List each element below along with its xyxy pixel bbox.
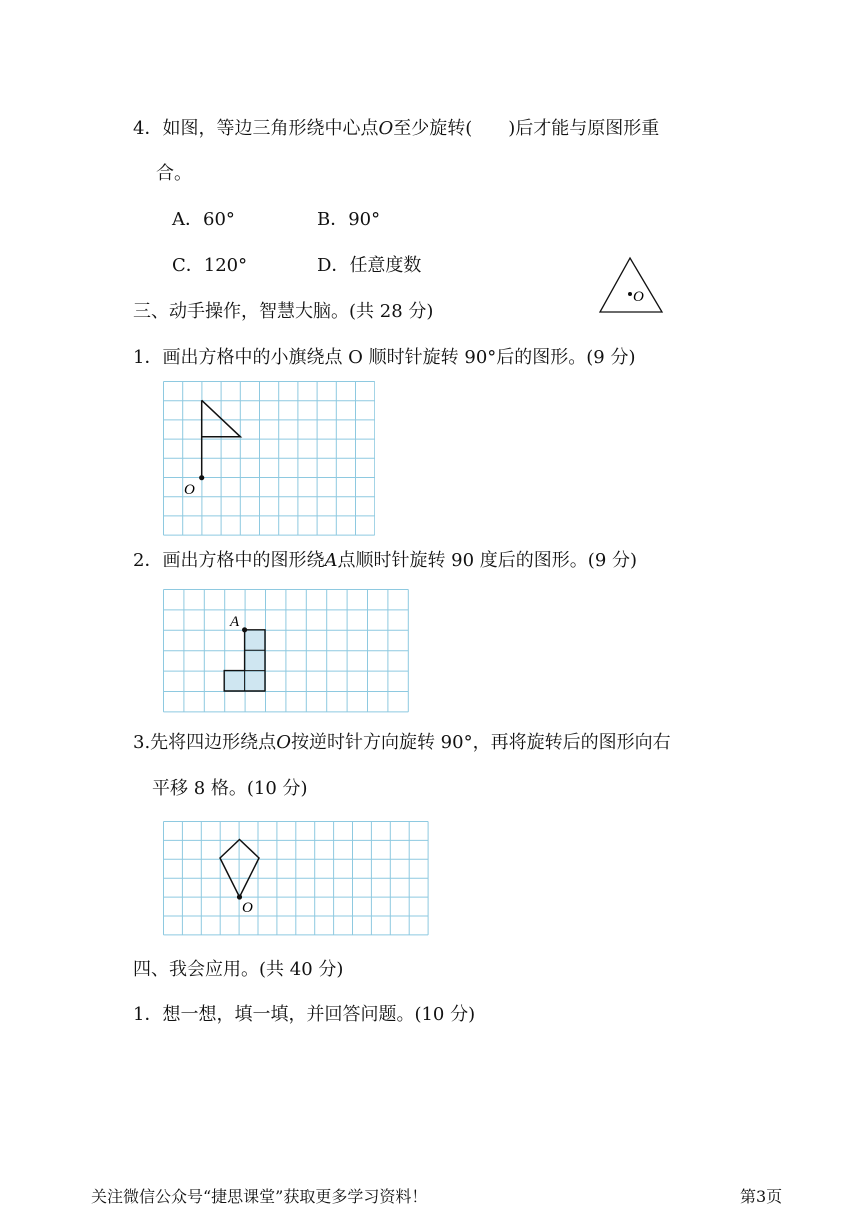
center-label: O — [633, 289, 644, 305]
shaded-cell — [245, 671, 265, 691]
shaded-cell — [245, 651, 265, 671]
option-text: 60° — [203, 209, 235, 230]
s3-problem3-line1 — [133, 732, 671, 754]
q4-option-b[interactable] — [317, 209, 380, 231]
page-number: 第3页 — [740, 1187, 783, 1206]
p3-prefix: 3.先将四边形绕点 — [133, 732, 277, 753]
rotation-center-point — [199, 475, 204, 480]
grid-lines — [164, 382, 375, 536]
shaded-cell — [245, 630, 265, 650]
triangle-outline — [600, 258, 662, 312]
point-o-label: O — [184, 482, 195, 498]
q4-line2: 合。 — [156, 163, 192, 184]
option-letter: D． — [317, 255, 350, 276]
flag-grid[interactable] — [163, 381, 375, 537]
q4-option-c[interactable] — [172, 255, 247, 277]
s3-problem3-line2: 平移 8 格。(10 分) — [152, 778, 308, 799]
equilateral-triangle-figure — [598, 256, 664, 314]
option-text: 90° — [348, 209, 381, 230]
rotation-center-point — [237, 894, 242, 899]
option-text: 任意度数 — [349, 255, 422, 276]
point-o-label: O — [242, 900, 253, 916]
q4-text-before: 如图，等边三角形绕中心点 — [162, 118, 379, 139]
p2-suffix: 点顺时针旋转 90 度后的图形。(9 分) — [337, 550, 638, 571]
q4-text-after: 至少旋转( )后才能与原图形重 — [393, 118, 660, 139]
p2-point: A — [324, 550, 338, 571]
s3-problem2-text — [133, 550, 637, 572]
option-letter: C． — [172, 255, 204, 276]
shape-grid[interactable] — [163, 589, 412, 713]
q4-option-a[interactable] — [172, 209, 235, 231]
p3-suffix: 按逆时针方向旋转 90°，再将旋转后的图形向右 — [290, 732, 671, 753]
s3-problem1-text: 1．画出方格中的小旗绕点 O 顺时针旋转 90°后的图形。(9 分) — [133, 347, 636, 368]
option-letter: B． — [317, 209, 349, 230]
grid-lines — [164, 590, 409, 712]
q4-point: O — [378, 118, 394, 139]
center-point — [628, 292, 632, 296]
option-letter: A． — [172, 209, 203, 230]
option-text: 120° — [203, 255, 248, 276]
footer-promo: 关注微信公众号“捷思课堂”获取更多学习资料！ — [91, 1187, 428, 1206]
point-a-label: A — [230, 614, 240, 630]
s4-problem1-text: 1．想一想，填一填，并回答问题。(10 分) — [133, 1004, 476, 1025]
shaded-cell — [225, 671, 245, 691]
q4-line1 — [133, 118, 659, 140]
rotation-point-a — [242, 627, 247, 632]
p2-prefix: 2．画出方格中的图形绕 — [133, 550, 325, 571]
section3-heading: 三、动手操作，智慧大脑。(共 28 分) — [133, 301, 434, 322]
p3-point: O — [276, 732, 291, 753]
q4-number: 4． — [133, 118, 163, 139]
q4-option-d[interactable] — [317, 255, 421, 277]
section4-heading: 四、我会应用。(共 40 分) — [133, 959, 344, 980]
grid-lines — [164, 822, 429, 935]
quadrilateral-grid[interactable] — [163, 821, 429, 936]
